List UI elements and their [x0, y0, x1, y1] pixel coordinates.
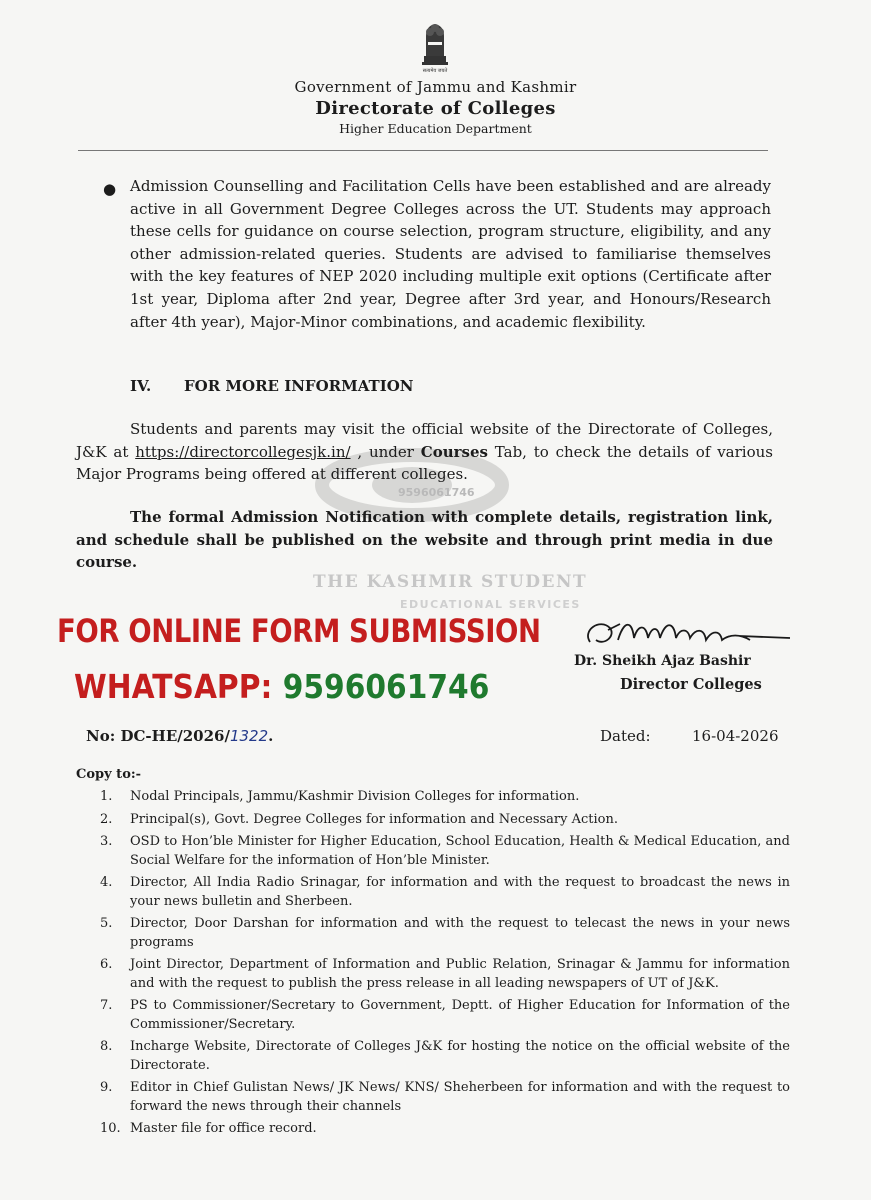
bullet-icon: ● — [103, 180, 117, 198]
dated-label: Dated: — [600, 727, 651, 745]
dated-value: 16-04-2026 — [692, 727, 779, 745]
info-text-2: , under — [357, 442, 414, 461]
signatory-name: Dr. Sheikh Ajaz Bashir — [574, 653, 751, 669]
promo-whatsapp — [74, 667, 489, 706]
header-directorate: Directorate of Colleges — [315, 98, 556, 119]
list-item: 8. Incharge Website, Directorate of Colleges J&K for hosting the notice on the official website of the Directorate. — [100, 1039, 790, 1073]
notification-paragraph: The formal Admission Notification with complete details, registration link, and schedule shall be published on the website and through print media in due course. — [76, 508, 773, 572]
list-item: 7. PS to Commissioner/Secretary to Government, Deptt. of Higher Education for Information of the Commissioner/Secretary. — [100, 998, 790, 1032]
list-item: 10. Master file for office record. — [100, 1121, 317, 1137]
counselling-paragraph: Admission Counselling and Facilitation Cells have been established and are already active in all Government Degree Colleges across the UT. Students may approach these cells for guidance on course selection, program structure, eligibility, and any other admission-related queries. Students are advised to familiarise themselves with the key features of NEP 2020 including multiple exit options (Certificate after 1st year, Diploma after 2nd year, Degree after 3rd year, and Honours/Research after 4th year), Major-Minor combinations, and academic flexibility. — [130, 177, 771, 331]
promo-form-submission: FOR ONLINE FORM SUBMISSION — [57, 612, 541, 650]
signatory-title: Director Colleges — [620, 676, 762, 693]
header-divider — [78, 150, 768, 151]
list-item: 1. Nodal Principals, Jammu/Kashmir Division Colleges for information. — [100, 789, 580, 804]
header-government: Government of Jammu and Kashmir — [294, 78, 577, 96]
list-item: 3. OSD to Hon’ble Minister for Higher Education, School Education, Health & Medical Education, and Social Welfare for the information of Hon’ble Minister. — [100, 834, 790, 868]
watermark-subtitle: EDUCATIONAL SERVICES — [400, 598, 581, 611]
reference-label: No: DC-HE/2026/ — [86, 727, 230, 745]
info-text-3: Tab, to check the details of various Major Programs being offered at different colleges. — [76, 442, 773, 484]
header-department: Higher Education Department — [339, 121, 532, 136]
section-heading — [130, 377, 413, 395]
reference-number: No: DC-HE/2026/1322. — [86, 727, 274, 745]
promo-whatsapp-label: WHATSAPP: — [74, 667, 273, 706]
list-item: 9. Editor in Chief Gulistan News/ JK News/ KNS/ Sheherbeen for information and with the request to forward the news through their channels — [100, 1080, 790, 1114]
list-item: 4. Director, All India Radio Srinagar, for information and with the request to broadcast the news in your news bulletin and Sherbeen. — [100, 875, 790, 909]
watermark-phone: 9596061746 — [398, 486, 475, 499]
info-text-1: Students and parents may visit the official website of the Directorate of Colleges, J&K at — [76, 420, 773, 461]
copy-to-list — [100, 788, 790, 1143]
list-item: 6. Joint Director, Department of Information and Public Relation, Srinagar & Jammu for information and with the request to publish the press release in all leading newspapers of UT of J&K. — [100, 957, 790, 991]
info-paragraph — [76, 418, 773, 486]
promo-whatsapp-number[interactable]: 9596061746 — [282, 667, 490, 706]
copy-to-title: Copy to:- — [76, 767, 142, 782]
list-item: 2. Principal(s), Govt. Degree Colleges for information and Necessary Action. — [100, 811, 619, 827]
courses-tab-text: Courses — [420, 442, 488, 461]
reference-handwritten: 1322 — [229, 727, 269, 745]
section-number: IV. — [130, 377, 152, 395]
section-title: FOR MORE INFORMATION — [184, 377, 414, 395]
emblem-motto: सत्यमेव जयते — [422, 68, 448, 74]
website-link[interactable]: https://directorcollegesjk.in/ — [135, 442, 351, 461]
watermark-name: THE KASHMIR STUDENT — [313, 572, 588, 592]
list-item: 5. Director, Door Darshan for information and with the request to telecast the news in your news programs — [100, 916, 790, 950]
state-emblem-icon — [410, 14, 460, 74]
